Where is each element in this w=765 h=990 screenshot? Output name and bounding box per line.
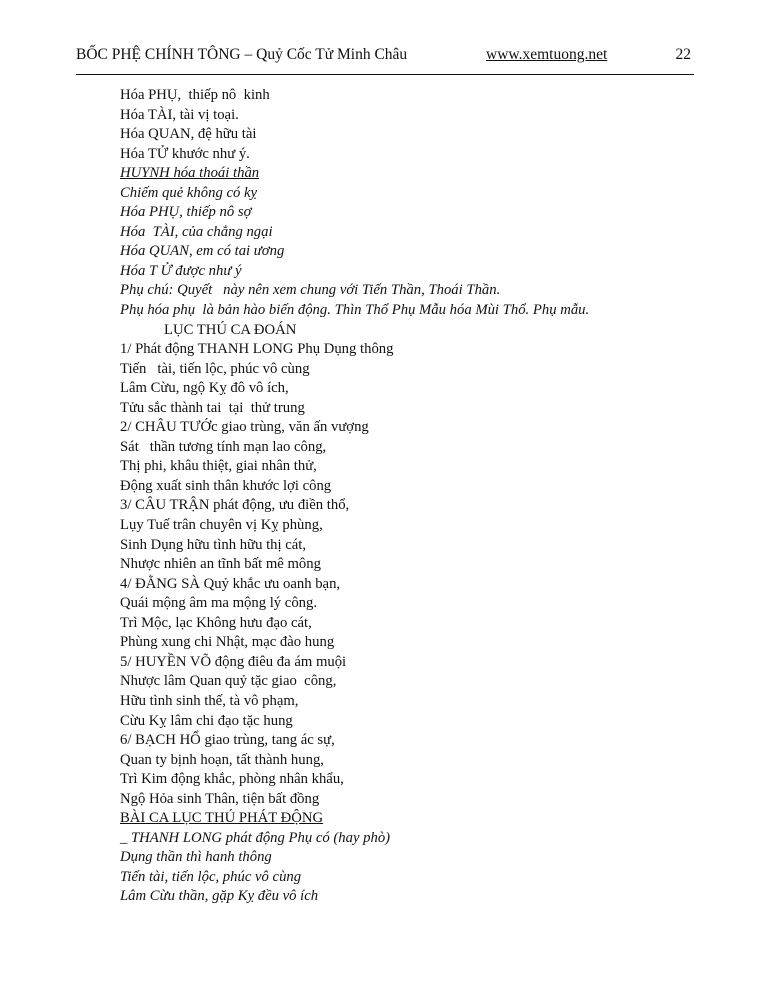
text-line: Lâm Cừu, ngộ Kỵ đô vô ích, (120, 380, 289, 397)
text-line: Phụ chú: Quyết này nên xem chung với Tiến Thần, Thoái Thần. (120, 282, 501, 299)
text-line: Quái mộng âm ma mộng lý công. (120, 595, 318, 612)
text-line: Hữu tình sinh thế, tà vô phạm, (120, 692, 299, 709)
document-body (120, 86, 720, 907)
text-line: Hóa QUAN, em có tai ương (120, 243, 285, 260)
document-title: BỐC PHỆ CHÍNH TÔNG – Quỷ Cốc Tử Minh Châu (76, 46, 408, 63)
header-divider (76, 74, 694, 75)
text-line: Tiến tài, tiến lộc, phúc vô cùng (120, 360, 310, 377)
text-line: Hóa TÀI, tài vị toại. (120, 106, 239, 123)
text-line: BÀI CA LỤC THÚ PHÁT ĐỘNG (120, 810, 324, 827)
text-line: Trì Kim động khắc, phòng nhân khẩu, (120, 771, 344, 788)
text-line: 5/ HUYỀN VÕ động điêu đa ám muội (120, 653, 347, 670)
text-line: Hóa PHỤ, thiếp nô sợ (120, 204, 252, 221)
text-line: Hóa QUAN, đệ hữu tài (120, 126, 257, 143)
text-line: Động xuất sinh thân khước lợi công (120, 477, 332, 494)
text-line: Tửu sắc thành tai tại thử trung (120, 399, 305, 416)
text-line: Nhược nhiên an tĩnh bất mê mông (120, 556, 321, 573)
text-line: Hóa TỬ khước như ý. (120, 145, 250, 162)
text-line: Hóa TÀI, của chẳng ngại (120, 223, 273, 240)
text-line: Sát thần tương tính mạn lao công, (120, 438, 327, 455)
text-line: 1/ Phát động THANH LONG Phụ Dụng thông (120, 341, 394, 358)
text-line: _ THANH LONG phát động Phụ có (hay phò) (120, 829, 391, 846)
text-line: LỤC THÚ CA ĐOÁN (164, 321, 297, 338)
text-line: Cừu Kỵ lâm chi đạo tặc hung (120, 712, 293, 729)
text-line: Dụng thần thì hanh thông (120, 849, 272, 866)
text-line: Quan ty bịnh hoạn, tất thành hung, (120, 751, 324, 768)
text-line: Phùng xung chi Nhật, mạc đào hung (120, 634, 335, 651)
text-line: Sinh Dụng hữu tình hữu thị cát, (120, 536, 307, 553)
page-number: 22 (675, 46, 691, 63)
text-line: 3/ CÂU TRẬN phát động, ưu điền thổ, (120, 497, 350, 514)
website-link[interactable]: www.xemtuong.net (486, 46, 608, 63)
text-line: Hóa T Ử được như ý (120, 262, 242, 279)
text-line: Tiến tài, tiến lộc, phúc vô cùng (120, 868, 302, 885)
text-line: Hóa PHỤ, thiếp nô kinh (120, 87, 270, 103)
text-line: Thị phi, khâu thiệt, giai nhân thử, (120, 458, 317, 475)
page-header (76, 46, 694, 68)
text-line: Trì Mộc, lạc Không hưu đạo cát, (120, 614, 312, 631)
text-line: Chiếm quẻ không có kỵ (120, 184, 258, 201)
text-line: Lụy Tuế trân chuyên vị Kỵ phùng, (120, 517, 323, 534)
text-line: Ngộ Hỏa sinh Thân, tiện bất đồng (120, 790, 320, 807)
text-line: 4/ ĐẰNG SÀ Quỷ khắc ưu oanh bạn, (120, 575, 341, 592)
text-line: Nhược lâm Quan quỷ tặc giao công, (120, 673, 337, 690)
text-line: 2/ CHÂU TƯỚc giao trùng, văn ấn vượng (120, 419, 369, 436)
text-line: Phụ hóa phụ là bản hào biến động. Thìn Thổ Phụ Mẫu hóa Mùi Thổ. Phụ mẫu. (120, 302, 590, 319)
text-line: HUYNH hóa thoái thần (120, 165, 260, 182)
text-line: Lâm Cừu thần, gặp Kỵ đều vô ích (120, 888, 319, 905)
text-line: 6/ BẠCH HỔ giao trùng, tang ác sự, (120, 732, 335, 749)
